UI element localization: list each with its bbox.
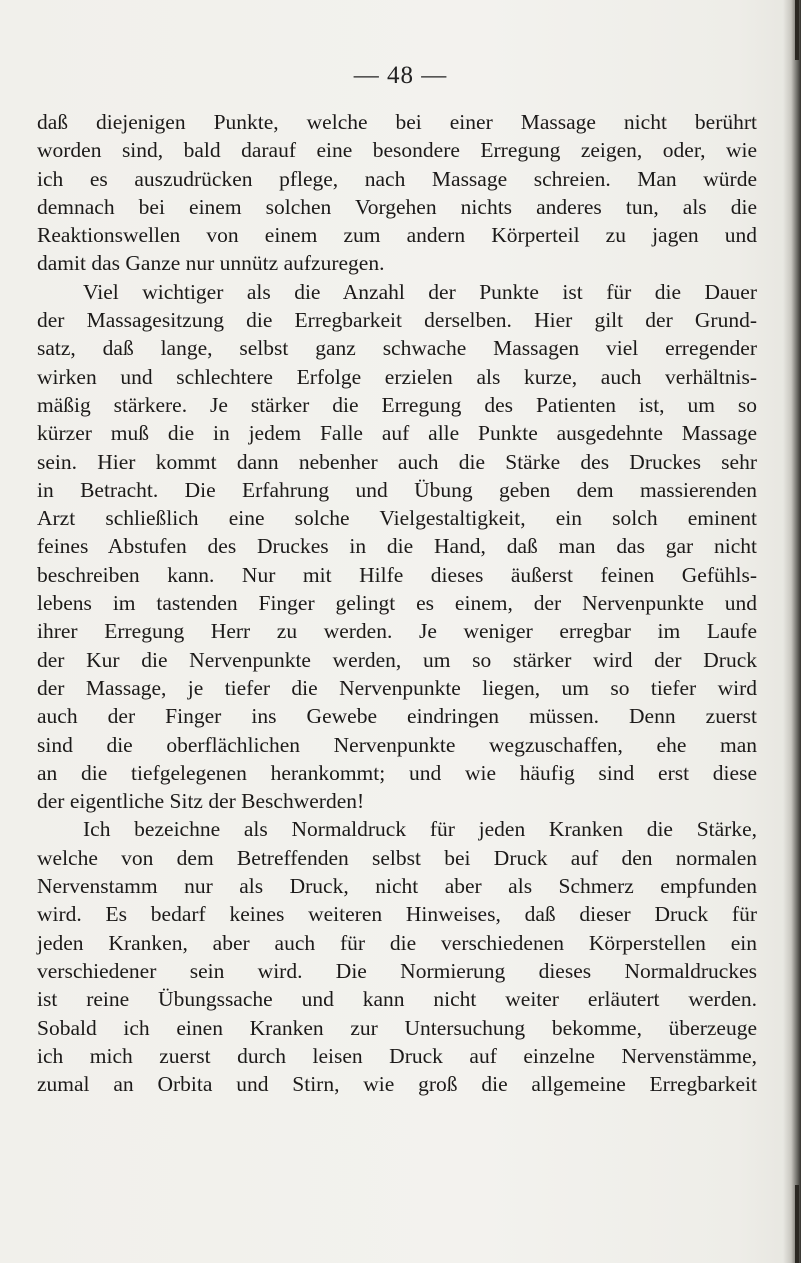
text-line: der Massage, je tiefer die Nervenpunkte liegen, um so tiefer wird bbox=[37, 675, 757, 700]
text-line: lebens im tastenden Finger gelingt es einem, der Nervenpunkte und bbox=[37, 591, 757, 616]
paragraph bbox=[37, 278, 757, 816]
text-line: ist reine Übungssache und kann nicht weiter erläutert werden. bbox=[37, 987, 757, 1012]
text-line: Ich bezeichne als Normaldruck für jeden Kranken die Stärke, bbox=[83, 817, 757, 842]
body-text bbox=[37, 108, 757, 1098]
text-line: zumal an Orbita und Stirn, wie groß die allgemeine Erregbarkeit bbox=[37, 1072, 757, 1097]
text-line: satz, daß lange, selbst ganz schwache Massagen viel erregender bbox=[37, 336, 757, 361]
text-line: der eigentliche Sitz der Beschwerden! bbox=[37, 789, 365, 814]
text-line: Nervenstamm nur als Druck, nicht aber als Schmerz empfunden bbox=[37, 874, 757, 899]
text-line: daß diejenigen Punkte, welche bei einer Massage nicht berührt bbox=[37, 110, 757, 134]
text-line: worden sind, bald darauf eine besondere Erregung zeigen, oder, wie bbox=[37, 138, 757, 163]
text-line: verschiedener sein wird. Die Normierung dieses Normaldruckes bbox=[37, 958, 757, 983]
text-line: ich es auszudrücken pflege, nach Massage schreien. Man würde bbox=[37, 166, 757, 191]
text-line: kürzer muß die in jedem Falle auf alle Punkte ausgedehnte Massage bbox=[37, 421, 757, 446]
paragraph bbox=[37, 108, 757, 278]
text-line: demnach bei einem solchen Vorgehen nichts anderes tun, als die bbox=[37, 194, 757, 219]
text-line: Reaktionswellen von einem zum andern Körperteil zu jagen und bbox=[37, 223, 757, 248]
text-line: welche von dem Betreffenden selbst bei Druck auf den normalen bbox=[37, 845, 757, 870]
text-line: Arzt schließlich eine solche Vielgestaltigkeit, ein solch eminent bbox=[37, 506, 757, 531]
text-line: ich mich zuerst durch leisen Druck auf einzelne Nervenstämme, bbox=[37, 1043, 757, 1068]
binding-mark bbox=[795, 1185, 799, 1263]
text-line: Viel wichtiger als die Anzahl der Punkte ist für die Dauer bbox=[83, 279, 757, 304]
text-line: wirken und schlechtere Erfolge erzielen als kurze, auch verhältnis- bbox=[37, 364, 757, 389]
page-edge-shadow bbox=[783, 0, 801, 1263]
text-line: sind die oberflächlichen Nervenpunkte wegzuschaffen, ehe man bbox=[37, 732, 757, 757]
binding-mark bbox=[795, 0, 799, 60]
text-line: mäßig stärkere. Je stärker die Erregung des Patienten ist, um so bbox=[37, 392, 757, 417]
text-line: wird. Es bedarf keines weiteren Hinweises, daß dieser Druck für bbox=[37, 902, 757, 927]
text-line: beschreiben kann. Nur mit Hilfe dieses äußerst feinen Gefühls- bbox=[37, 562, 757, 587]
text-line: der Kur die Nervenpunkte werden, um so stärker wird der Druck bbox=[37, 647, 757, 672]
text-line: auch der Finger ins Gewebe eindringen müssen. Denn zuerst bbox=[37, 704, 757, 729]
text-line: an die tiefgelegenen herankommt; und wie häufig sind erst diese bbox=[37, 760, 757, 785]
page-number: — 48 — bbox=[353, 62, 448, 89]
text-line: der Massagesitzung die Erregbarkeit derselben. Hier gilt der Grund- bbox=[37, 308, 757, 333]
text-line: sein. Hier kommt dann nebenher auch die Stärke des Druckes sehr bbox=[37, 449, 757, 474]
paragraph bbox=[37, 815, 757, 1098]
text-line: jeden Kranken, aber auch für die verschiedenen Körperstellen ein bbox=[37, 930, 757, 955]
text-line: feines Abstufen des Druckes in die Hand, daß man das gar nicht bbox=[37, 534, 757, 559]
text-line: Sobald ich einen Kranken zur Untersuchung bekomme, überzeuge bbox=[37, 1015, 757, 1040]
text-line: ihrer Erregung Herr zu werden. Je weniger erregbar im Laufe bbox=[37, 619, 757, 644]
text-line: damit das Ganze nur unnütz aufzuregen. bbox=[37, 251, 385, 276]
text-line: in Betracht. Die Erfahrung und Übung geben dem massierenden bbox=[37, 477, 757, 502]
